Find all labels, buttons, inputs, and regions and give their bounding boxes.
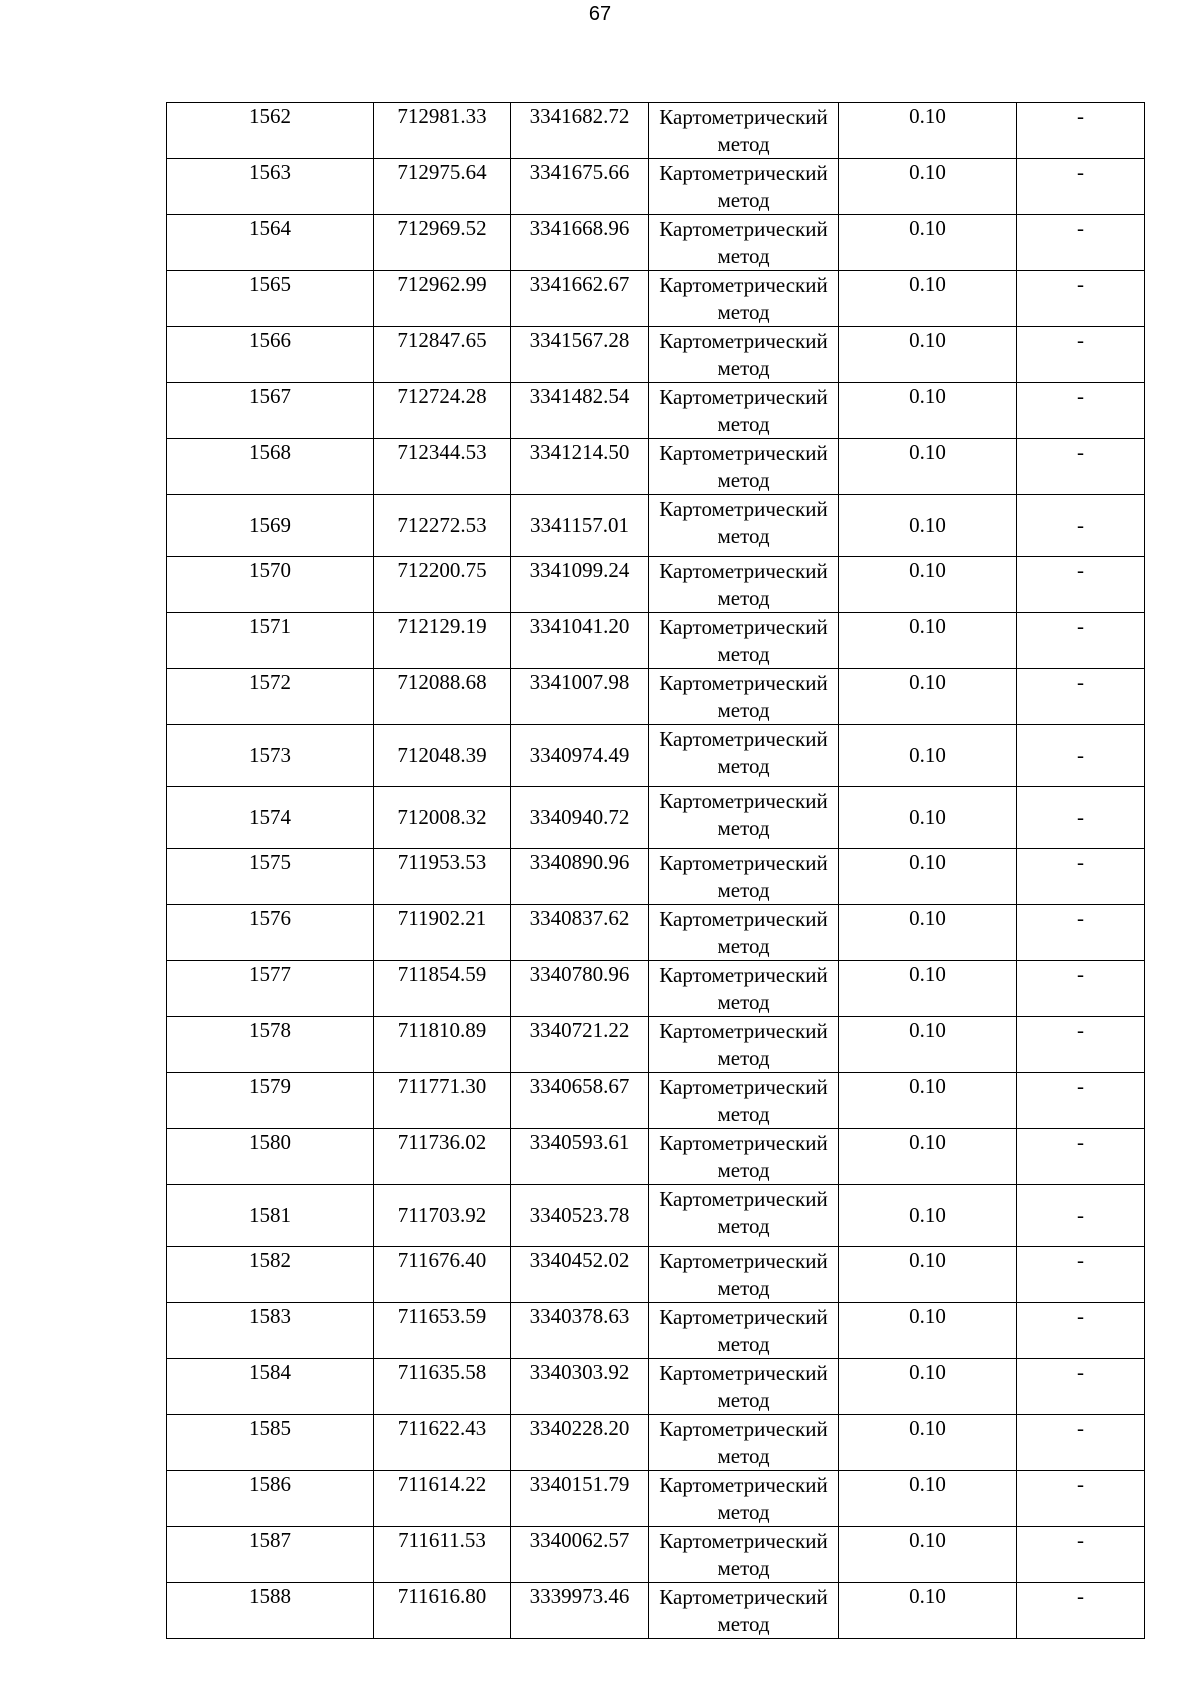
y-coordinate-cell: 3340837.62 bbox=[511, 905, 649, 961]
point-number-cell: 1574 bbox=[167, 787, 374, 849]
note-cell: - bbox=[1017, 849, 1145, 905]
accuracy-cell: 0.10 bbox=[839, 1471, 1017, 1527]
point-number-cell: 1579 bbox=[167, 1073, 374, 1129]
y-coordinate-cell: 3341662.67 bbox=[511, 271, 649, 327]
table-row bbox=[167, 1303, 1145, 1359]
point-number-cell: 1583 bbox=[167, 1303, 374, 1359]
point-number-cell: 1581 bbox=[167, 1185, 374, 1247]
y-coordinate-cell: 3341675.66 bbox=[511, 159, 649, 215]
note-cell: - bbox=[1017, 439, 1145, 495]
note-cell: - bbox=[1017, 1129, 1145, 1185]
method-cell bbox=[649, 327, 839, 383]
accuracy-cell: 0.10 bbox=[839, 1583, 1017, 1639]
x-coordinate-cell: 712962.99 bbox=[374, 271, 511, 327]
method-line-1: Картометрический bbox=[659, 1019, 828, 1043]
method-cell bbox=[649, 1359, 839, 1415]
y-coordinate-cell: 3340303.92 bbox=[511, 1359, 649, 1415]
x-coordinate-cell: 711953.53 bbox=[374, 849, 511, 905]
method-line-1: Картометрический bbox=[659, 1305, 828, 1329]
accuracy-cell: 0.10 bbox=[839, 1247, 1017, 1303]
accuracy-cell: 0.10 bbox=[839, 103, 1017, 159]
method-line-2: метод bbox=[717, 524, 770, 548]
accuracy-cell: 0.10 bbox=[839, 557, 1017, 613]
note-cell: - bbox=[1017, 613, 1145, 669]
point-number-cell: 1565 bbox=[167, 271, 374, 327]
method-line-1: Картометрический bbox=[659, 851, 828, 875]
method-line-2: метод bbox=[717, 816, 770, 840]
method-line-1: Картометрический bbox=[659, 1417, 828, 1441]
x-coordinate-cell: 712088.68 bbox=[374, 669, 511, 725]
x-coordinate-cell: 712129.19 bbox=[374, 613, 511, 669]
method-line-2: метод bbox=[717, 754, 770, 778]
y-coordinate-cell: 3341041.20 bbox=[511, 613, 649, 669]
table-row bbox=[167, 613, 1145, 669]
table-row bbox=[167, 215, 1145, 271]
accuracy-cell: 0.10 bbox=[839, 271, 1017, 327]
method-line-1: Картометрический bbox=[659, 727, 828, 751]
accuracy-cell: 0.10 bbox=[839, 1017, 1017, 1073]
table-row bbox=[167, 849, 1145, 905]
method-line-1: Картометрический bbox=[659, 559, 828, 583]
method-line-2: метод bbox=[717, 990, 770, 1014]
note-cell: - bbox=[1017, 1247, 1145, 1303]
method-cell bbox=[649, 1247, 839, 1303]
page-number: 67 bbox=[588, 3, 612, 25]
y-coordinate-cell: 3341482.54 bbox=[511, 383, 649, 439]
accuracy-cell: 0.10 bbox=[839, 439, 1017, 495]
point-number-cell: 1568 bbox=[167, 439, 374, 495]
method-line-1: Картометрический bbox=[659, 963, 828, 987]
x-coordinate-cell: 711622.43 bbox=[374, 1415, 511, 1471]
y-coordinate-cell: 3340062.57 bbox=[511, 1527, 649, 1583]
note-cell: - bbox=[1017, 787, 1145, 849]
y-coordinate-cell: 3341099.24 bbox=[511, 557, 649, 613]
y-coordinate-cell: 3341214.50 bbox=[511, 439, 649, 495]
accuracy-cell: 0.10 bbox=[839, 159, 1017, 215]
point-number-cell: 1588 bbox=[167, 1583, 374, 1639]
table-row bbox=[167, 1527, 1145, 1583]
method-cell bbox=[649, 1017, 839, 1073]
method-cell bbox=[649, 849, 839, 905]
y-coordinate-cell: 3341567.28 bbox=[511, 327, 649, 383]
note-cell: - bbox=[1017, 495, 1145, 557]
method-cell bbox=[649, 271, 839, 327]
point-number-cell: 1569 bbox=[167, 495, 374, 557]
accuracy-cell: 0.10 bbox=[839, 787, 1017, 849]
y-coordinate-cell: 3340721.22 bbox=[511, 1017, 649, 1073]
point-number-cell: 1578 bbox=[167, 1017, 374, 1073]
note-cell: - bbox=[1017, 1583, 1145, 1639]
y-coordinate-cell: 3340452.02 bbox=[511, 1247, 649, 1303]
method-line-2: метод bbox=[717, 1556, 770, 1580]
method-line-2: метод bbox=[717, 1444, 770, 1468]
y-coordinate-cell: 3341668.96 bbox=[511, 215, 649, 271]
point-number-cell: 1577 bbox=[167, 961, 374, 1017]
note-cell: - bbox=[1017, 1185, 1145, 1247]
x-coordinate-cell: 711611.53 bbox=[374, 1527, 511, 1583]
point-number-cell: 1567 bbox=[167, 383, 374, 439]
method-line-1: Картометрический bbox=[659, 1249, 828, 1273]
method-line-1: Картометрический bbox=[659, 1585, 828, 1609]
accuracy-cell: 0.10 bbox=[839, 1303, 1017, 1359]
point-number-cell: 1573 bbox=[167, 725, 374, 787]
method-cell bbox=[649, 557, 839, 613]
method-line-2: метод bbox=[717, 586, 770, 610]
note-cell: - bbox=[1017, 905, 1145, 961]
note-cell: - bbox=[1017, 669, 1145, 725]
method-cell bbox=[649, 1527, 839, 1583]
x-coordinate-cell: 711676.40 bbox=[374, 1247, 511, 1303]
x-coordinate-cell: 712847.65 bbox=[374, 327, 511, 383]
y-coordinate-cell: 3340890.96 bbox=[511, 849, 649, 905]
method-line-2: метод bbox=[717, 1158, 770, 1182]
table-row bbox=[167, 1073, 1145, 1129]
method-line-2: метод bbox=[717, 934, 770, 958]
method-line-2: метод bbox=[717, 468, 770, 492]
method-line-2: метод bbox=[717, 300, 770, 324]
note-cell: - bbox=[1017, 1073, 1145, 1129]
method-line-1: Картометрический bbox=[659, 1131, 828, 1155]
table-row bbox=[167, 159, 1145, 215]
y-coordinate-cell: 3341157.01 bbox=[511, 495, 649, 557]
y-coordinate-cell: 3339973.46 bbox=[511, 1583, 649, 1639]
x-coordinate-cell: 712272.53 bbox=[374, 495, 511, 557]
method-line-1: Картометрический bbox=[659, 1473, 828, 1497]
method-cell bbox=[649, 613, 839, 669]
table-row bbox=[167, 1471, 1145, 1527]
accuracy-cell: 0.10 bbox=[839, 1415, 1017, 1471]
accuracy-cell: 0.10 bbox=[839, 495, 1017, 557]
table-row bbox=[167, 725, 1145, 787]
x-coordinate-cell: 711616.80 bbox=[374, 1583, 511, 1639]
point-number-cell: 1584 bbox=[167, 1359, 374, 1415]
method-cell bbox=[649, 725, 839, 787]
method-line-1: Картометрический bbox=[659, 907, 828, 931]
note-cell: - bbox=[1017, 159, 1145, 215]
x-coordinate-cell: 712981.33 bbox=[374, 103, 511, 159]
accuracy-cell: 0.10 bbox=[839, 215, 1017, 271]
y-coordinate-cell: 3340658.67 bbox=[511, 1073, 649, 1129]
note-cell: - bbox=[1017, 557, 1145, 613]
table-row bbox=[167, 1583, 1145, 1639]
y-coordinate-cell: 3340974.49 bbox=[511, 725, 649, 787]
point-number-cell: 1570 bbox=[167, 557, 374, 613]
point-number-cell: 1571 bbox=[167, 613, 374, 669]
note-cell: - bbox=[1017, 961, 1145, 1017]
method-cell bbox=[649, 1415, 839, 1471]
table-row bbox=[167, 1247, 1145, 1303]
method-line-1: Картометрический bbox=[659, 329, 828, 353]
table-row bbox=[167, 961, 1145, 1017]
method-line-1: Картометрический bbox=[659, 1075, 828, 1099]
x-coordinate-cell: 712008.32 bbox=[374, 787, 511, 849]
table-row bbox=[167, 1415, 1145, 1471]
table-row bbox=[167, 1129, 1145, 1185]
note-cell: - bbox=[1017, 215, 1145, 271]
note-cell: - bbox=[1017, 1017, 1145, 1073]
accuracy-cell: 0.10 bbox=[839, 1129, 1017, 1185]
method-cell bbox=[649, 1471, 839, 1527]
y-coordinate-cell: 3340523.78 bbox=[511, 1185, 649, 1247]
accuracy-cell: 0.10 bbox=[839, 669, 1017, 725]
x-coordinate-cell: 712200.75 bbox=[374, 557, 511, 613]
point-number-cell: 1572 bbox=[167, 669, 374, 725]
method-cell bbox=[649, 103, 839, 159]
point-number-cell: 1580 bbox=[167, 1129, 374, 1185]
x-coordinate-cell: 712048.39 bbox=[374, 725, 511, 787]
point-number-cell: 1576 bbox=[167, 905, 374, 961]
method-line-1: Картометрический bbox=[659, 273, 828, 297]
method-line-1: Картометрический bbox=[659, 1187, 828, 1211]
method-line-2: метод bbox=[717, 1388, 770, 1412]
x-coordinate-cell: 712724.28 bbox=[374, 383, 511, 439]
accuracy-cell: 0.10 bbox=[839, 725, 1017, 787]
y-coordinate-cell: 3341682.72 bbox=[511, 103, 649, 159]
x-coordinate-cell: 711736.02 bbox=[374, 1129, 511, 1185]
method-line-2: метод bbox=[717, 642, 770, 666]
method-line-2: метод bbox=[717, 698, 770, 722]
coordinates-table bbox=[166, 102, 1145, 1639]
method-cell bbox=[649, 961, 839, 1017]
method-line-2: метод bbox=[717, 878, 770, 902]
note-cell: - bbox=[1017, 1303, 1145, 1359]
x-coordinate-cell: 711614.22 bbox=[374, 1471, 511, 1527]
note-cell: - bbox=[1017, 271, 1145, 327]
point-number-cell: 1587 bbox=[167, 1527, 374, 1583]
accuracy-cell: 0.10 bbox=[839, 905, 1017, 961]
method-line-2: метод bbox=[717, 1500, 770, 1524]
accuracy-cell: 0.10 bbox=[839, 1185, 1017, 1247]
x-coordinate-cell: 712344.53 bbox=[374, 439, 511, 495]
method-cell bbox=[649, 495, 839, 557]
note-cell: - bbox=[1017, 1359, 1145, 1415]
coordinates-table-body bbox=[167, 103, 1145, 1639]
accuracy-cell: 0.10 bbox=[839, 613, 1017, 669]
table-row bbox=[167, 495, 1145, 557]
x-coordinate-cell: 711771.30 bbox=[374, 1073, 511, 1129]
table-row bbox=[167, 1185, 1145, 1247]
y-coordinate-cell: 3340940.72 bbox=[511, 787, 649, 849]
method-line-2: метод bbox=[717, 1046, 770, 1070]
method-line-1: Картометрический bbox=[659, 671, 828, 695]
table-row bbox=[167, 1017, 1145, 1073]
accuracy-cell: 0.10 bbox=[839, 849, 1017, 905]
method-line-2: метод bbox=[717, 1276, 770, 1300]
y-coordinate-cell: 3340780.96 bbox=[511, 961, 649, 1017]
method-line-2: метод bbox=[717, 1102, 770, 1126]
table-row bbox=[167, 383, 1145, 439]
accuracy-cell: 0.10 bbox=[839, 327, 1017, 383]
point-number-cell: 1585 bbox=[167, 1415, 374, 1471]
method-line-2: метод bbox=[717, 1332, 770, 1356]
x-coordinate-cell: 711653.59 bbox=[374, 1303, 511, 1359]
note-cell: - bbox=[1017, 383, 1145, 439]
method-line-1: Картометрический bbox=[659, 497, 828, 521]
x-coordinate-cell: 711703.92 bbox=[374, 1185, 511, 1247]
note-cell: - bbox=[1017, 1471, 1145, 1527]
method-line-1: Картометрический bbox=[659, 105, 828, 129]
note-cell: - bbox=[1017, 725, 1145, 787]
x-coordinate-cell: 712975.64 bbox=[374, 159, 511, 215]
method-line-1: Картометрический bbox=[659, 1529, 828, 1553]
note-cell: - bbox=[1017, 1415, 1145, 1471]
accuracy-cell: 0.10 bbox=[839, 383, 1017, 439]
method-cell bbox=[649, 439, 839, 495]
point-number-cell: 1563 bbox=[167, 159, 374, 215]
table-row bbox=[167, 787, 1145, 849]
accuracy-cell: 0.10 bbox=[839, 1359, 1017, 1415]
accuracy-cell: 0.10 bbox=[839, 1073, 1017, 1129]
method-cell bbox=[649, 787, 839, 849]
point-number-cell: 1566 bbox=[167, 327, 374, 383]
point-number-cell: 1562 bbox=[167, 103, 374, 159]
table-row bbox=[167, 669, 1145, 725]
method-line-1: Картометрический bbox=[659, 441, 828, 465]
point-number-cell: 1586 bbox=[167, 1471, 374, 1527]
table-row bbox=[167, 271, 1145, 327]
method-line-2: метод bbox=[717, 356, 770, 380]
x-coordinate-cell: 711902.21 bbox=[374, 905, 511, 961]
method-line-1: Картометрический bbox=[659, 385, 828, 409]
x-coordinate-cell: 711854.59 bbox=[374, 961, 511, 1017]
method-line-2: метод bbox=[717, 1612, 770, 1636]
y-coordinate-cell: 3341007.98 bbox=[511, 669, 649, 725]
table-row bbox=[167, 439, 1145, 495]
x-coordinate-cell: 711635.58 bbox=[374, 1359, 511, 1415]
table-row bbox=[167, 103, 1145, 159]
method-cell bbox=[649, 905, 839, 961]
method-line-2: метод bbox=[717, 1214, 770, 1238]
method-cell bbox=[649, 1583, 839, 1639]
method-cell bbox=[649, 1185, 839, 1247]
point-number-cell: 1582 bbox=[167, 1247, 374, 1303]
note-cell: - bbox=[1017, 103, 1145, 159]
method-line-2: метод bbox=[717, 412, 770, 436]
method-line-2: метод bbox=[717, 188, 770, 212]
note-cell: - bbox=[1017, 327, 1145, 383]
method-cell bbox=[649, 159, 839, 215]
method-line-2: метод bbox=[717, 132, 770, 156]
method-line-1: Картометрический bbox=[659, 217, 828, 241]
x-coordinate-cell: 711810.89 bbox=[374, 1017, 511, 1073]
note-cell: - bbox=[1017, 1527, 1145, 1583]
point-number-cell: 1575 bbox=[167, 849, 374, 905]
table-row bbox=[167, 327, 1145, 383]
x-coordinate-cell: 712969.52 bbox=[374, 215, 511, 271]
method-line-1: Картометрический bbox=[659, 1361, 828, 1385]
y-coordinate-cell: 3340228.20 bbox=[511, 1415, 649, 1471]
accuracy-cell: 0.10 bbox=[839, 961, 1017, 1017]
table-row bbox=[167, 557, 1145, 613]
y-coordinate-cell: 3340593.61 bbox=[511, 1129, 649, 1185]
table-row bbox=[167, 1359, 1145, 1415]
accuracy-cell: 0.10 bbox=[839, 1527, 1017, 1583]
method-cell bbox=[649, 669, 839, 725]
method-cell bbox=[649, 1073, 839, 1129]
method-cell bbox=[649, 1303, 839, 1359]
method-line-1: Картометрический bbox=[659, 161, 828, 185]
method-line-1: Картометрический bbox=[659, 615, 828, 639]
method-cell bbox=[649, 215, 839, 271]
point-number-cell: 1564 bbox=[167, 215, 374, 271]
method-cell bbox=[649, 383, 839, 439]
table-row bbox=[167, 905, 1145, 961]
method-line-1: Картометрический bbox=[659, 789, 828, 813]
method-cell bbox=[649, 1129, 839, 1185]
y-coordinate-cell: 3340151.79 bbox=[511, 1471, 649, 1527]
y-coordinate-cell: 3340378.63 bbox=[511, 1303, 649, 1359]
method-line-2: метод bbox=[717, 244, 770, 268]
